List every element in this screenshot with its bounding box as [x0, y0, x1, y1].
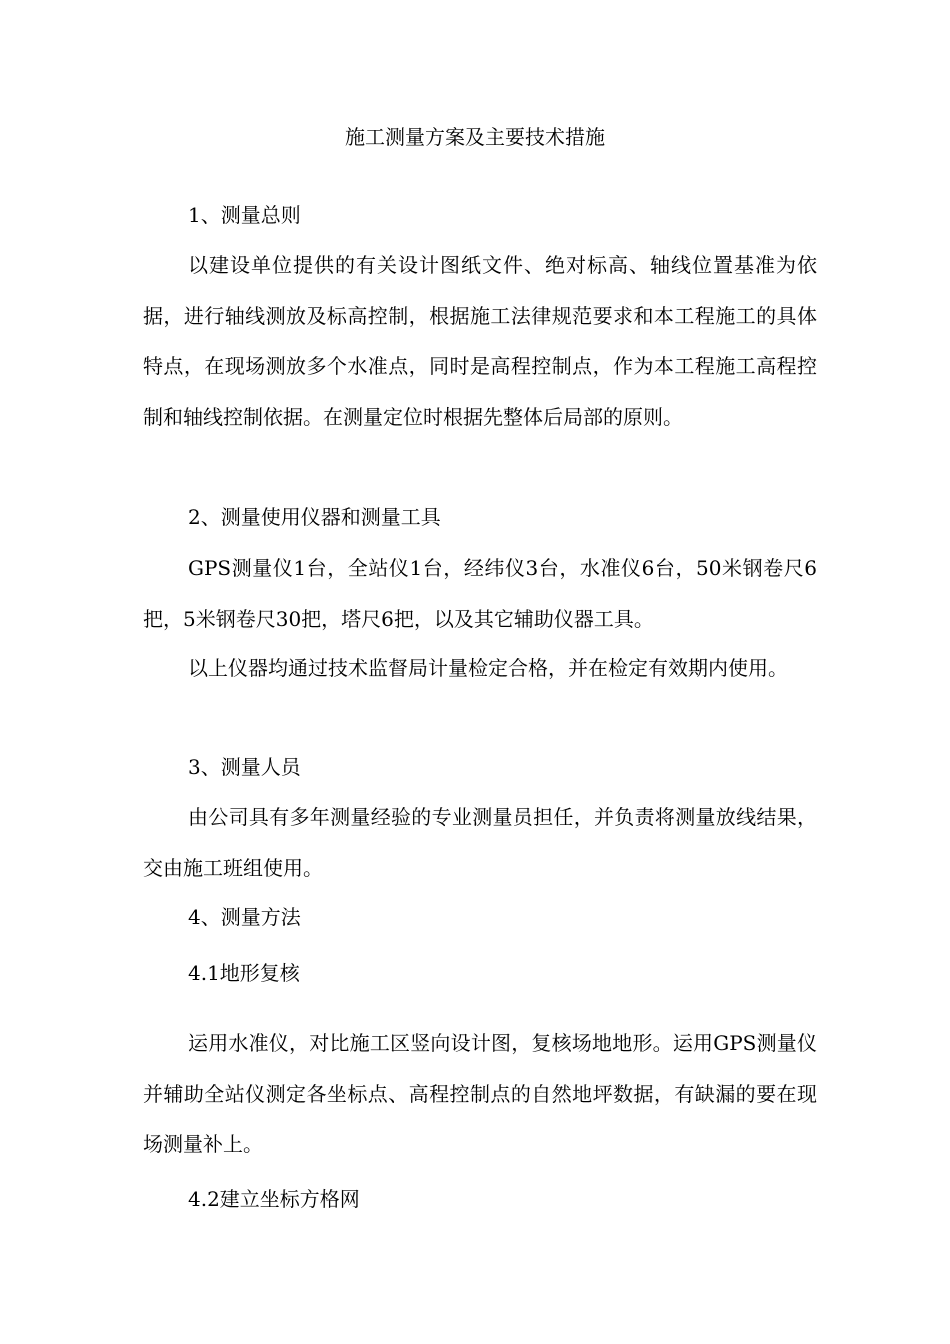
- section-2-paragraph-instruments: GPS测量仪1台，全站仪1台，经纬仪3台，水准仪6台，50米钢卷尺6把，5米钢卷尺30把，塔尺6把，以及其它辅助仪器工具。: [143, 556, 817, 631]
- document-title: 施工测量方案及主要技术措施: [345, 125, 605, 149]
- section-2-heading: 2、测量使用仪器和测量工具: [188, 505, 441, 529]
- section-2-paragraph-calibration: 以上仪器均通过技术监督局计量检定合格，并在检定有效期内使用。: [188, 656, 788, 680]
- section-4-1-paragraph: 运用水准仪，对比施工区竖向设计图，复核场地地形。运用GPS测量仪并辅助全站仪测定各坐标点、高程控制点的自然地坪数据，有缺漏的要在现场测量补上。: [143, 1031, 817, 1156]
- section-4-1-heading: 4.1地形复核: [188, 961, 300, 985]
- section-4-heading: 4、测量方法: [188, 905, 301, 929]
- section-3-heading: 3、测量人员: [188, 755, 301, 779]
- section-3-paragraph: 由公司具有多年测量经验的专业测量员担任，并负责将测量放线结果，交由施工班组使用。: [143, 805, 817, 880]
- section-1-paragraph: 以建设单位提供的有关设计图纸文件、绝对标高、轴线位置基准为依据，进行轴线测放及标高控制，根据施工法律规范要求和本工程施工的具体特点，在现场测放多个水准点，同时是高程控制点，作为本工程施工高程控制和轴线控制依据。在测量定位时根据先整体后局部的原则。: [143, 253, 817, 429]
- section-4-2-heading: 4.2建立坐标方格网: [188, 1187, 360, 1211]
- section-1-heading: 1、测量总则: [188, 203, 301, 227]
